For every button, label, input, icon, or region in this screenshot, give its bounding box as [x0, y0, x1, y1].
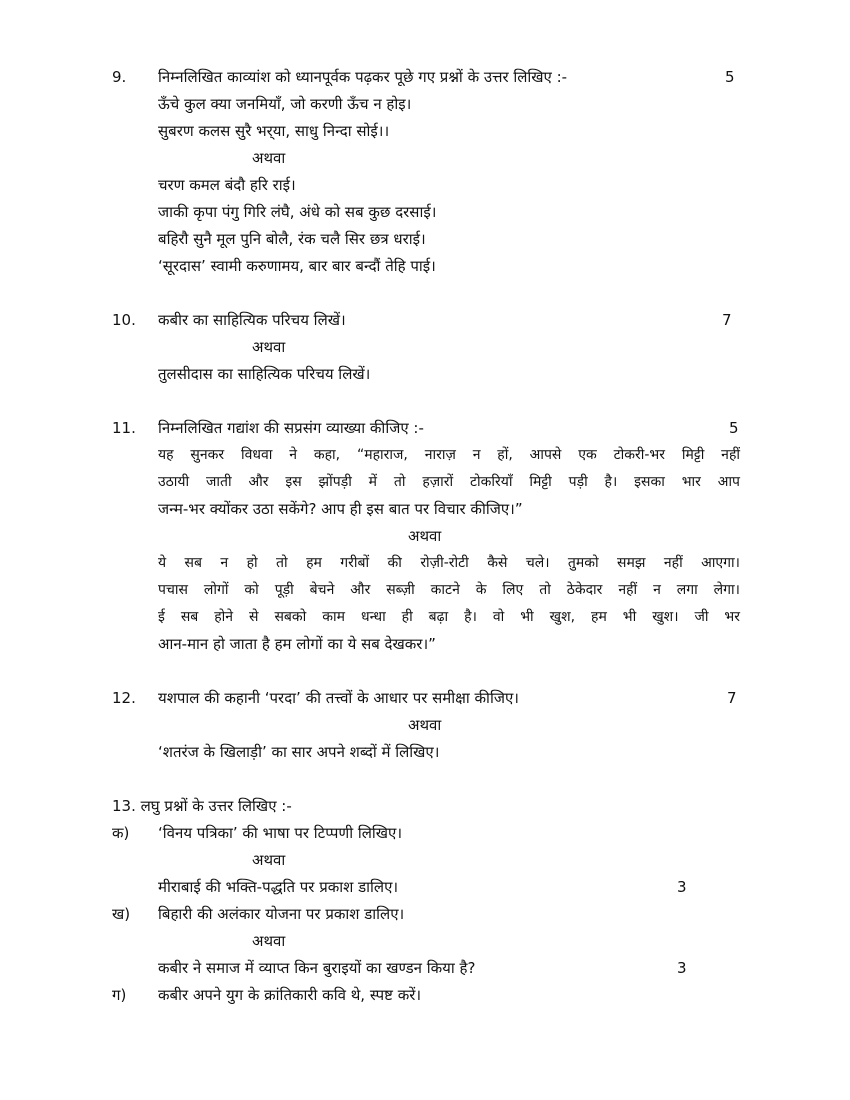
q12-or: अथवा: [408, 716, 442, 734]
q9-alt-line-2: जाकी कृपा पंगु गिरि लंघै, अंधे को सब कुछ दरसाई।: [158, 203, 437, 221]
q13-a-marks: 3: [677, 878, 687, 896]
q13-b-label: ख): [112, 905, 131, 923]
q10-marks: 7: [722, 311, 732, 329]
q11-line-1: यह सुनकर विधवा ने कहा, “महाराज, नाराज़ न हों, आपसे एक टोकरी-भर मिट्टी नहीं: [158, 447, 740, 463]
q13-c-text: कबीर अपने युग के क्रांतिकारी कवि थे, स्पष्ट करें।: [158, 986, 422, 1004]
q13-b-marks: 3: [677, 959, 687, 977]
q11-alt-line-1: ये सब न हो तो हम गरीबों की रोज़ी-रोटी कैसे चले। तुमको समझ नहीं आएगा।: [158, 555, 740, 571]
q9-alt-line-1: चरण कमल बंदौ हरि राई।: [158, 176, 296, 194]
q12-alt: ‘शतरंज के खिलाड़ी’ का सार अपने शब्दों में लिखिए।: [158, 743, 440, 761]
q9-line-1: ऊँचे कुल क्या जनमियाँ, जो करणी ऊँच न होइ।: [158, 95, 412, 113]
q11-line-2: उठायी जाती और इस झोंपड़ी में तो हज़ारों टोकरियाँ मिट्टी पड़ी है। इसका भार आप: [158, 474, 740, 490]
q10-alt: तुलसीदास का साहित्यिक परिचय लिखें।: [158, 365, 371, 383]
q13-b-alt: कबीर ने समाज में व्याप्त किन बुराइयों का खण्डन किया है?: [158, 959, 476, 977]
q13-a-or: अथवा: [252, 851, 286, 869]
q9-prompt: निम्नलिखित काव्यांश को ध्यानपूर्वक पढ़कर पूछे गए प्रश्नों के उत्तर लिखिए :-: [158, 68, 568, 86]
q9-marks: 5: [725, 68, 735, 86]
q10-or: अथवा: [252, 338, 286, 356]
q11-prompt: निम्नलिखित गद्यांश की सप्रसंग व्याख्या कीजिए :-: [158, 419, 424, 437]
q10-number: 10.: [112, 311, 136, 329]
q13-heading: 13. लघु प्रश्नों के उत्तर लिखिए :-: [112, 797, 292, 815]
q11-alt-line-4: आन-मान हो जाता है हम लोगों का ये सब देखकर।”: [158, 635, 436, 653]
q13-a-label: क): [112, 824, 130, 842]
q12-number: 12.: [112, 689, 136, 707]
q9-line-2: सुबरण कलस सुरै भर्‌या, साधु निन्दा सोई।।: [158, 122, 390, 140]
q13-b-or: अथवा: [252, 932, 286, 950]
q13-a-alt: मीराबाई की भक्ति-पद्धति पर प्रकाश डालिए।: [158, 878, 399, 896]
q9-or: अथवा: [252, 149, 286, 167]
q11-marks: 5: [729, 419, 739, 437]
q10-prompt: कबीर का साहित्यिक परिचय लिखें।: [158, 311, 346, 329]
q13-b-text: बिहारी की अलंकार योजना पर प्रकाश डालिए।: [158, 905, 405, 923]
q9-number: 9.: [112, 68, 127, 86]
q11-number: 11.: [112, 419, 136, 437]
q11-alt-line-3: ई सब होने से सबको काम धन्धा ही बढ़ा है। वो भी खुश, हम भी खुश। जी भर: [158, 609, 740, 625]
q9-alt-line-3: बहिरौ सुनै मूल पुनि बोलै, रंक चलै सिर छत्र धराई।: [158, 230, 426, 248]
q12-marks: 7: [727, 689, 737, 707]
q11-line-3: जन्म-भर क्योंकर उठा सकेंगे? आप ही इस बात पर विचार कीजिए।”: [158, 500, 523, 518]
q13-a-text: ‘विनय पत्रिका’ की भाषा पर टिप्पणी लिखिए।: [158, 824, 403, 842]
q11-alt-line-2: पचास लोगों को पूड़ी बेचने और सब्ज़ी काटने के लिए तो ठेकेदार नहीं न लगा लेगा।: [158, 582, 740, 598]
q12-prompt: यशपाल की कहानी ‘परदा’ की तत्त्वों के आधार पर समीक्षा कीजिए।: [158, 689, 519, 707]
q9-alt-line-4: ‘सूरदास’ स्वामी करुणामय, बार बार बन्दौं तेहि पाई।: [158, 257, 436, 275]
q11-or: अथवा: [408, 527, 442, 545]
q13-c-label: ग): [112, 986, 127, 1004]
